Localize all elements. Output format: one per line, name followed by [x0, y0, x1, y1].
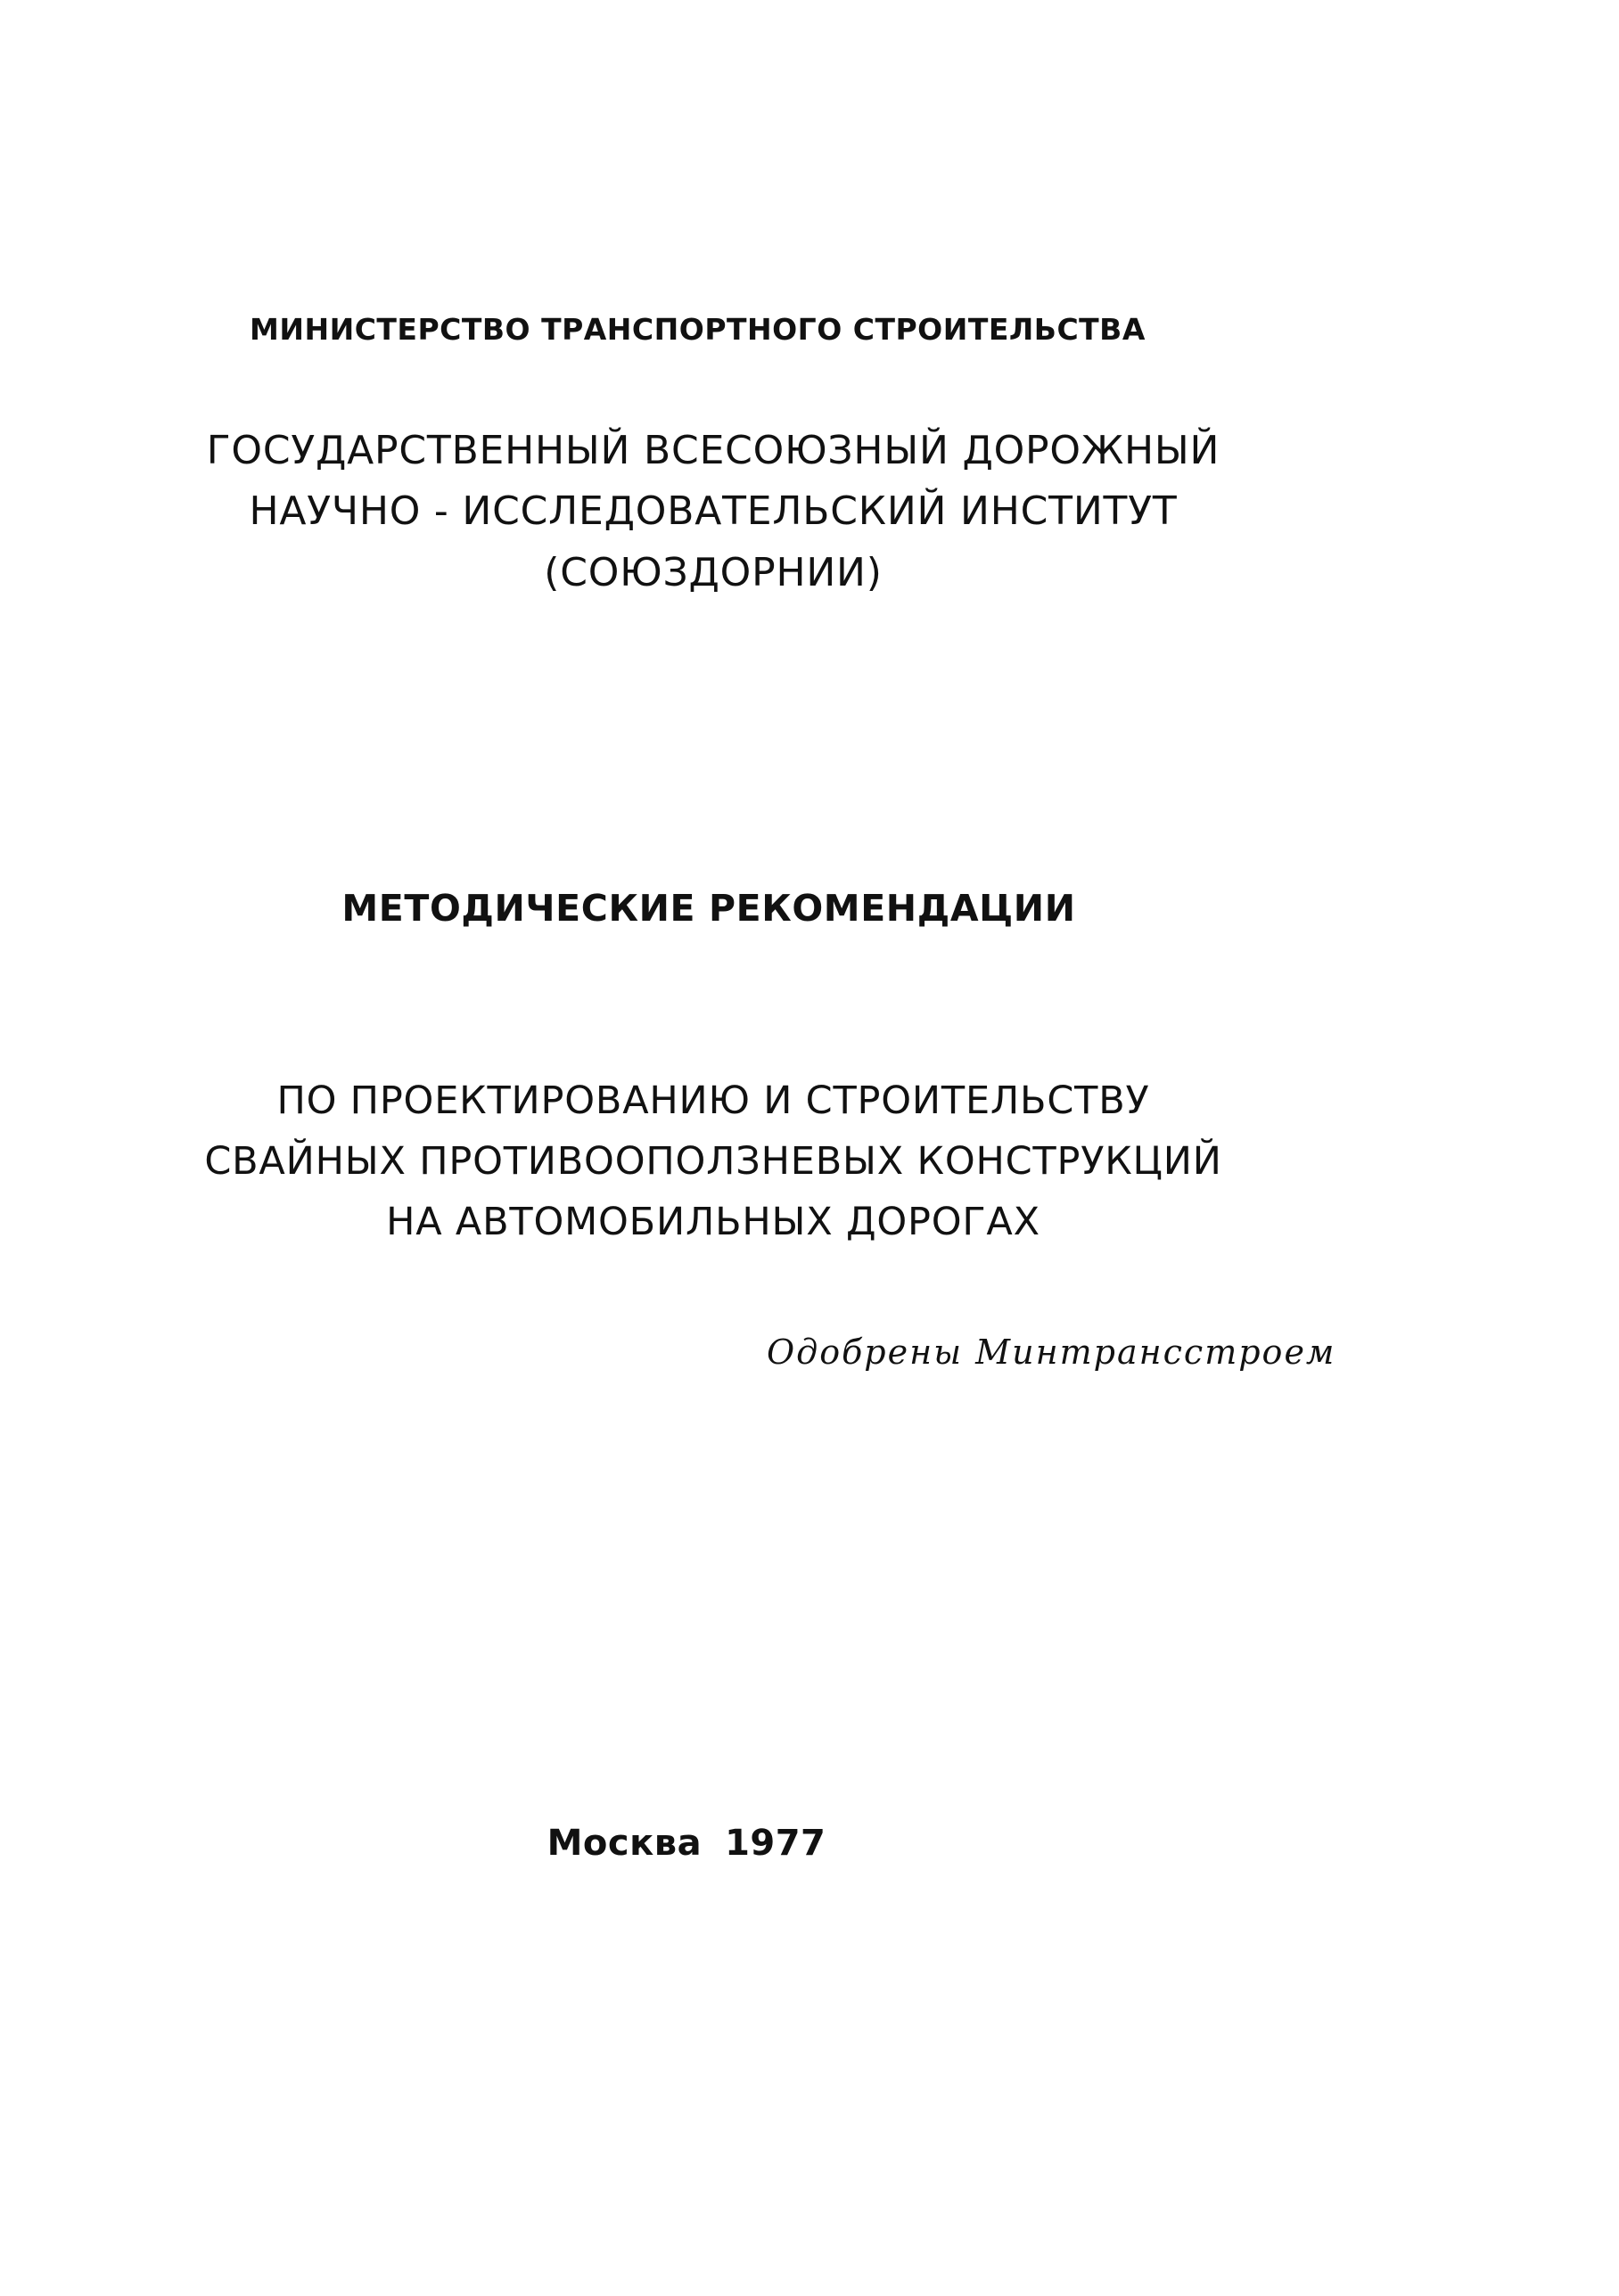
imprint [499, 1823, 874, 1864]
document-subject-line-1: ПО ПРОЕКТИРОВАНИЮ И СТРОИТЕЛЬСТВУ [276, 1078, 1150, 1123]
institute-name-line-1: ГОСУДАРСТВЕННЫЙ ВСЕСОЮЗНЫЙ ДОРОЖНЫЙ [206, 428, 1220, 473]
ministry-name: МИНИСТЕРСТВО ТРАНСПОРТНОГО СТРОИТЕЛЬСТВА [250, 312, 1146, 347]
document-type: МЕТОДИЧЕСКИЕ РЕКОМЕНДАЦИИ [341, 887, 1076, 930]
document-subject-line-3: НА АВТОМОБИЛЬНЫХ ДОРОГАХ [386, 1200, 1040, 1244]
imprint-city: Москва [547, 1823, 703, 1864]
institute-name-line-2: НАУЧНО - ИССЛЕДОВАТЕЛЬСКИЙ ИНСТИТУТ [249, 488, 1178, 534]
imprint-year: 1977 [725, 1823, 826, 1864]
institute-abbreviation: (СОЮЗДОРНИИ) [544, 550, 883, 595]
approval-note: Одобрены Минтрансстроем [767, 1332, 1336, 1372]
document-subject-line-2: СВАЙНЫХ ПРОТИВООПОЛЗНЕВЫХ КОНСТРУКЦИЙ [204, 1139, 1222, 1184]
